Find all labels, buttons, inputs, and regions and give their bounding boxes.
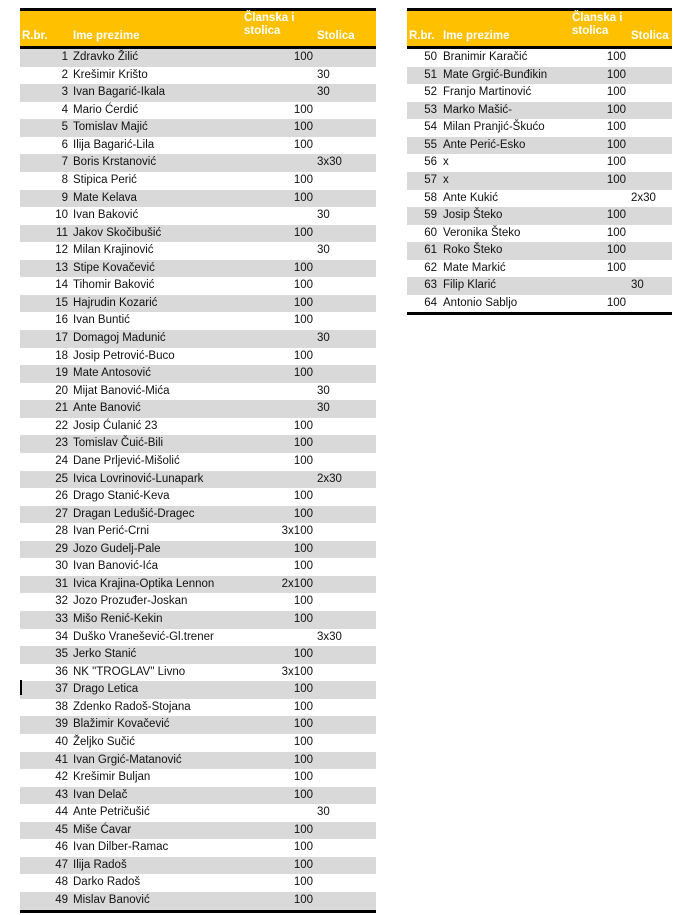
clanska-value: 100 bbox=[293, 648, 313, 661]
row-number: 8 bbox=[61, 173, 68, 186]
member-name: Ivan Buntić bbox=[73, 314, 130, 327]
clanska-value: 100 bbox=[606, 51, 626, 63]
row-number: 32 bbox=[55, 595, 68, 608]
clanska-value: 100 bbox=[293, 490, 313, 503]
table-row bbox=[407, 225, 672, 243]
clanska-value: 100 bbox=[293, 454, 313, 467]
member-name: Milan Pranjić-Škućo bbox=[443, 121, 545, 134]
row-number: 25 bbox=[55, 472, 68, 485]
header-name: Ime prezime bbox=[73, 30, 140, 42]
member-name: Boris Krstanović bbox=[73, 156, 157, 169]
member-name: Drago Stanić-Keva bbox=[73, 490, 170, 503]
table-row bbox=[20, 435, 376, 453]
member-name: Ivica Krajina-Optika Lennon bbox=[73, 577, 215, 590]
clanska-value: 100 bbox=[293, 542, 313, 555]
header-name: Ime prezime bbox=[443, 30, 510, 42]
member-name: Dane Prljević-Mišolić bbox=[73, 454, 180, 467]
member-name: Jerko Stanić bbox=[73, 648, 137, 661]
member-name: Zdravko Žilić bbox=[73, 51, 139, 63]
table-row bbox=[407, 242, 672, 260]
member-name: Josip Šteko bbox=[443, 209, 503, 222]
clanska-value: 3x100 bbox=[281, 525, 313, 538]
row-number: 16 bbox=[55, 314, 68, 327]
clanska-value: 100 bbox=[606, 103, 626, 116]
table-row bbox=[20, 49, 376, 67]
header-stolica: Stolica bbox=[631, 30, 669, 42]
table-row bbox=[407, 172, 672, 190]
row-number: 14 bbox=[55, 279, 68, 292]
row-number: 36 bbox=[55, 665, 68, 678]
table-row bbox=[20, 84, 376, 102]
clanska-value: 100 bbox=[606, 261, 626, 274]
clanska-value: 100 bbox=[293, 507, 313, 520]
text-cursor bbox=[20, 680, 22, 695]
row-number: 48 bbox=[55, 876, 68, 889]
row-number: 47 bbox=[55, 858, 68, 871]
member-name: Branimir Karačić bbox=[443, 51, 528, 63]
member-name: Mate Grgić-Bunđikin bbox=[443, 68, 548, 81]
clanska-value: 100 bbox=[606, 296, 626, 309]
table-row bbox=[20, 137, 376, 155]
member-name: Marko Mašić- bbox=[443, 103, 513, 116]
stolica-value: 30 bbox=[317, 806, 330, 819]
member-name: Ivan Delač bbox=[73, 788, 128, 801]
member-name: Ante Banović bbox=[73, 402, 141, 415]
member-name: Mate Kelava bbox=[73, 191, 137, 204]
table-row bbox=[20, 400, 376, 418]
stolica-value: 2x30 bbox=[631, 191, 656, 204]
member-name: Jakov Skočibušić bbox=[73, 226, 162, 239]
table-row bbox=[20, 716, 376, 734]
clanska-value: 100 bbox=[606, 156, 626, 169]
clanska-value: 100 bbox=[293, 419, 313, 432]
member-name: Josip Ćulanić 23 bbox=[73, 419, 158, 432]
member-name: Darko Radoš bbox=[73, 876, 141, 889]
row-number: 13 bbox=[55, 261, 68, 274]
clanska-value: 100 bbox=[293, 735, 313, 748]
member-name: Veronika Šteko bbox=[443, 226, 521, 239]
row-number: 35 bbox=[55, 648, 68, 661]
table-row bbox=[20, 119, 376, 137]
stolica-value: 30 bbox=[317, 384, 330, 397]
member-name: NK "TROGLAV" Livno bbox=[73, 665, 186, 678]
table-row bbox=[20, 611, 376, 629]
row-number: 34 bbox=[55, 630, 68, 643]
member-name: Domagoj Madunić bbox=[73, 332, 166, 344]
member-name: Dragan Ledušić-Dragec bbox=[73, 507, 195, 520]
row-number: 64 bbox=[424, 296, 437, 309]
table-row bbox=[20, 154, 376, 172]
member-name: Josip Petrović-Buco bbox=[73, 349, 175, 362]
row-number: 28 bbox=[55, 525, 68, 538]
member-name: Drago Letica bbox=[73, 683, 139, 696]
clanska-value: 100 bbox=[293, 349, 313, 362]
clanska-value: 100 bbox=[606, 121, 626, 134]
row-number: 31 bbox=[55, 577, 68, 590]
table-row bbox=[407, 119, 672, 137]
table-row bbox=[20, 523, 376, 541]
row-number: 49 bbox=[55, 894, 68, 906]
row-number: 40 bbox=[55, 735, 68, 748]
row-number: 26 bbox=[55, 490, 68, 503]
table-row bbox=[20, 822, 376, 840]
table-row bbox=[20, 488, 376, 506]
row-number: 46 bbox=[55, 841, 68, 854]
table-row bbox=[20, 646, 376, 664]
clanska-value: 100 bbox=[293, 700, 313, 713]
clanska-value: 100 bbox=[293, 613, 313, 625]
table-row bbox=[20, 67, 376, 85]
member-name: Ante Kukić bbox=[443, 191, 498, 204]
member-name: Ivan Dilber-Ramac bbox=[73, 841, 169, 854]
row-number: 57 bbox=[424, 173, 437, 186]
member-name: Ante Petričušić bbox=[73, 806, 150, 819]
row-number: 61 bbox=[424, 244, 437, 257]
table-row bbox=[407, 49, 672, 67]
table-header bbox=[20, 11, 376, 49]
members-table-right bbox=[407, 8, 672, 315]
row-number: 15 bbox=[55, 296, 68, 309]
row-number: 17 bbox=[55, 332, 68, 344]
member-name: Stipe Kovačević bbox=[73, 261, 155, 274]
row-number: 58 bbox=[424, 191, 437, 204]
table-row bbox=[20, 787, 376, 805]
stolica-value: 30 bbox=[317, 402, 330, 415]
member-name: Mate Markić bbox=[443, 261, 506, 274]
clanska-value: 100 bbox=[293, 560, 313, 573]
clanska-value: 100 bbox=[606, 173, 626, 186]
clanska-value: 100 bbox=[293, 314, 313, 327]
header-clanska: Članska i stolica bbox=[244, 12, 295, 37]
clanska-value: 100 bbox=[293, 858, 313, 871]
table-row bbox=[20, 383, 376, 401]
member-name: Ivan Banović-Ića bbox=[73, 560, 159, 573]
table-row bbox=[407, 190, 672, 208]
table-row bbox=[407, 67, 672, 85]
header-clanska: Članska i stolica bbox=[572, 12, 623, 37]
table-row bbox=[20, 312, 376, 330]
header-rbr: R.br. bbox=[22, 30, 48, 42]
row-number: 19 bbox=[55, 367, 68, 380]
row-number: 20 bbox=[55, 384, 68, 397]
member-name: Duško Vranešević-Gl.trener bbox=[73, 630, 214, 643]
clanska-value: 100 bbox=[293, 121, 313, 134]
table-row bbox=[407, 260, 672, 278]
member-name: Jozo Gudelj-Pale bbox=[73, 542, 161, 555]
clanska-value: 100 bbox=[293, 296, 313, 309]
table-row bbox=[407, 207, 672, 225]
table-row bbox=[407, 84, 672, 102]
row-number: 7 bbox=[61, 156, 68, 169]
table-row bbox=[20, 260, 376, 278]
row-number: 56 bbox=[424, 156, 437, 169]
members-table-left bbox=[20, 8, 376, 913]
member-name: Roko Šteko bbox=[443, 244, 503, 257]
clanska-value: 100 bbox=[293, 261, 313, 274]
clanska-value: 100 bbox=[606, 226, 626, 239]
row-number: 51 bbox=[424, 68, 437, 81]
clanska-value: 100 bbox=[293, 753, 313, 766]
row-number: 12 bbox=[55, 244, 68, 257]
row-number: 9 bbox=[61, 191, 68, 204]
stolica-value: 3x30 bbox=[317, 156, 342, 169]
row-number: 27 bbox=[55, 507, 68, 520]
clanska-value: 100 bbox=[293, 771, 313, 784]
row-number: 54 bbox=[424, 121, 437, 134]
clanska-value: 100 bbox=[606, 68, 626, 81]
table-row bbox=[20, 330, 376, 348]
header-stolica: Stolica bbox=[317, 30, 355, 42]
clanska-value: 2x100 bbox=[281, 577, 313, 590]
clanska-value: 100 bbox=[293, 595, 313, 608]
member-name: Tomislav Čuić-Bili bbox=[73, 437, 164, 450]
member-name: Zdenko Radoš-Stojana bbox=[73, 700, 191, 713]
table-row bbox=[20, 348, 376, 366]
table-row bbox=[20, 418, 376, 436]
row-number: 3 bbox=[61, 86, 68, 99]
row-number: 42 bbox=[55, 771, 68, 784]
stolica-value: 30 bbox=[317, 332, 330, 344]
table-row bbox=[20, 593, 376, 611]
table-row bbox=[20, 839, 376, 857]
table-header bbox=[407, 11, 672, 49]
table-row bbox=[20, 471, 376, 489]
clanska-value: 100 bbox=[293, 173, 313, 186]
member-name: Mišo Renić-Kekin bbox=[73, 613, 163, 625]
clanska-value: 3x100 bbox=[281, 665, 313, 678]
row-number: 18 bbox=[55, 349, 68, 362]
table-row bbox=[20, 892, 376, 910]
table-row bbox=[20, 365, 376, 383]
row-number: 44 bbox=[55, 806, 68, 819]
row-number: 50 bbox=[424, 51, 437, 63]
member-name: Ante Perić-Esko bbox=[443, 138, 526, 151]
clanska-value: 100 bbox=[606, 244, 626, 257]
table-row bbox=[20, 207, 376, 225]
table-row bbox=[20, 172, 376, 190]
row-number: 62 bbox=[424, 261, 437, 274]
clanska-value: 100 bbox=[293, 279, 313, 292]
row-number: 4 bbox=[61, 103, 68, 116]
row-number: 43 bbox=[55, 788, 68, 801]
stolica-value: 30 bbox=[631, 279, 644, 292]
member-name: Tihomir Baković bbox=[73, 279, 155, 292]
table-row bbox=[20, 857, 376, 875]
row-number: 41 bbox=[55, 753, 68, 766]
row-number: 60 bbox=[424, 226, 437, 239]
row-number: 24 bbox=[55, 454, 68, 467]
clanska-value: 100 bbox=[293, 226, 313, 239]
member-name: Mate Antosović bbox=[73, 367, 151, 380]
row-number: 39 bbox=[55, 718, 68, 731]
table-row bbox=[407, 102, 672, 120]
member-name: Mislav Banović bbox=[73, 894, 150, 906]
member-name: Ivan Grgić-Matanović bbox=[73, 753, 182, 766]
row-number: 52 bbox=[424, 86, 437, 99]
member-name: Ivica Lovrinović-Lunapark bbox=[73, 472, 204, 485]
row-number: 22 bbox=[55, 419, 68, 432]
member-name: Ivan Bagarić-Ikala bbox=[73, 86, 166, 99]
member-name: Ilija Bagarić-Lila bbox=[73, 138, 155, 151]
member-name: Franjo Martinović bbox=[443, 86, 532, 99]
row-number: 23 bbox=[55, 437, 68, 450]
clanska-value: 100 bbox=[293, 718, 313, 731]
clanska-value: 100 bbox=[293, 788, 313, 801]
stolica-value: 30 bbox=[317, 68, 330, 81]
table-row bbox=[20, 576, 376, 594]
clanska-value: 100 bbox=[293, 841, 313, 854]
clanska-value: 100 bbox=[293, 894, 313, 906]
clanska-value: 100 bbox=[293, 823, 313, 836]
clanska-value: 100 bbox=[606, 86, 626, 99]
clanska-value: 100 bbox=[606, 209, 626, 222]
table-row bbox=[407, 277, 672, 295]
table-row bbox=[20, 225, 376, 243]
row-number: 30 bbox=[55, 560, 68, 573]
table-row bbox=[20, 681, 376, 699]
table-row bbox=[20, 664, 376, 682]
row-number: 59 bbox=[424, 209, 437, 222]
clanska-value: 100 bbox=[606, 138, 626, 151]
table-row bbox=[20, 699, 376, 717]
table-row bbox=[407, 137, 672, 155]
row-number: 33 bbox=[55, 613, 68, 625]
row-number: 29 bbox=[55, 542, 68, 555]
member-name: Ivan Baković bbox=[73, 209, 139, 222]
table-row bbox=[20, 558, 376, 576]
member-name: Ivan Perić-Crni bbox=[73, 525, 150, 538]
member-name: x bbox=[443, 173, 449, 186]
stolica-value: 30 bbox=[317, 244, 330, 257]
stolica-value: 30 bbox=[317, 86, 330, 99]
member-name: Ilija Radoš bbox=[73, 858, 127, 871]
row-number: 45 bbox=[55, 823, 68, 836]
row-number: 6 bbox=[61, 138, 68, 151]
row-number: 55 bbox=[424, 138, 437, 151]
stolica-value: 3x30 bbox=[317, 630, 342, 643]
clanska-value: 100 bbox=[293, 367, 313, 380]
member-name: Mijat Banović-Mića bbox=[73, 384, 170, 397]
member-name: Filip Klarić bbox=[443, 279, 497, 292]
clanska-value: 100 bbox=[293, 876, 313, 889]
table-row bbox=[20, 295, 376, 313]
clanska-value: 100 bbox=[293, 683, 313, 696]
table-row bbox=[20, 277, 376, 295]
member-name: Mario Ćerdić bbox=[73, 103, 139, 116]
member-name: Blažimir Kovačević bbox=[73, 718, 170, 731]
member-name: Stipica Perić bbox=[73, 173, 137, 186]
clanska-value: 100 bbox=[293, 138, 313, 151]
member-name: x bbox=[443, 156, 449, 169]
table-row bbox=[20, 453, 376, 471]
member-name: Antonio Sabljo bbox=[443, 296, 518, 309]
row-number: 21 bbox=[55, 402, 68, 415]
table-row bbox=[20, 629, 376, 647]
clanska-value: 100 bbox=[293, 437, 313, 450]
member-name: Krešimir Buljan bbox=[73, 771, 151, 784]
table-row bbox=[407, 154, 672, 172]
table-row bbox=[20, 804, 376, 822]
table-row bbox=[20, 734, 376, 752]
stolica-value: 30 bbox=[317, 209, 330, 222]
header-rbr: R.br. bbox=[409, 30, 435, 42]
table-row bbox=[20, 242, 376, 260]
row-number: 37 bbox=[55, 683, 68, 696]
member-name: Željko Sučić bbox=[73, 735, 135, 748]
row-number: 10 bbox=[55, 209, 68, 222]
member-name: Krešimir Krišto bbox=[73, 68, 148, 81]
member-name: Tomislav Majić bbox=[73, 121, 148, 134]
row-number: 2 bbox=[61, 68, 68, 81]
table-row bbox=[20, 752, 376, 770]
stolica-value: 2x30 bbox=[317, 472, 342, 485]
member-name: Milan Krajinović bbox=[73, 244, 154, 257]
table-row bbox=[20, 874, 376, 892]
row-number: 38 bbox=[55, 700, 68, 713]
member-name: Jozo Prozuđer-Joskan bbox=[73, 595, 188, 608]
table-row bbox=[20, 541, 376, 559]
row-number: 11 bbox=[56, 226, 68, 239]
row-number: 63 bbox=[424, 279, 437, 292]
row-number: 5 bbox=[61, 121, 68, 134]
table-row bbox=[20, 102, 376, 120]
table-row bbox=[20, 769, 376, 787]
clanska-value: 100 bbox=[293, 103, 313, 116]
table-row bbox=[20, 506, 376, 524]
table-row bbox=[407, 295, 672, 313]
clanska-value: 100 bbox=[293, 51, 313, 63]
table-row bbox=[20, 190, 376, 208]
clanska-value: 100 bbox=[293, 191, 313, 204]
member-name: Hajrudin Kozarić bbox=[73, 296, 158, 309]
row-number: 1 bbox=[61, 51, 68, 63]
row-number: 53 bbox=[424, 103, 437, 116]
member-name: Miše Ćavar bbox=[73, 823, 132, 836]
